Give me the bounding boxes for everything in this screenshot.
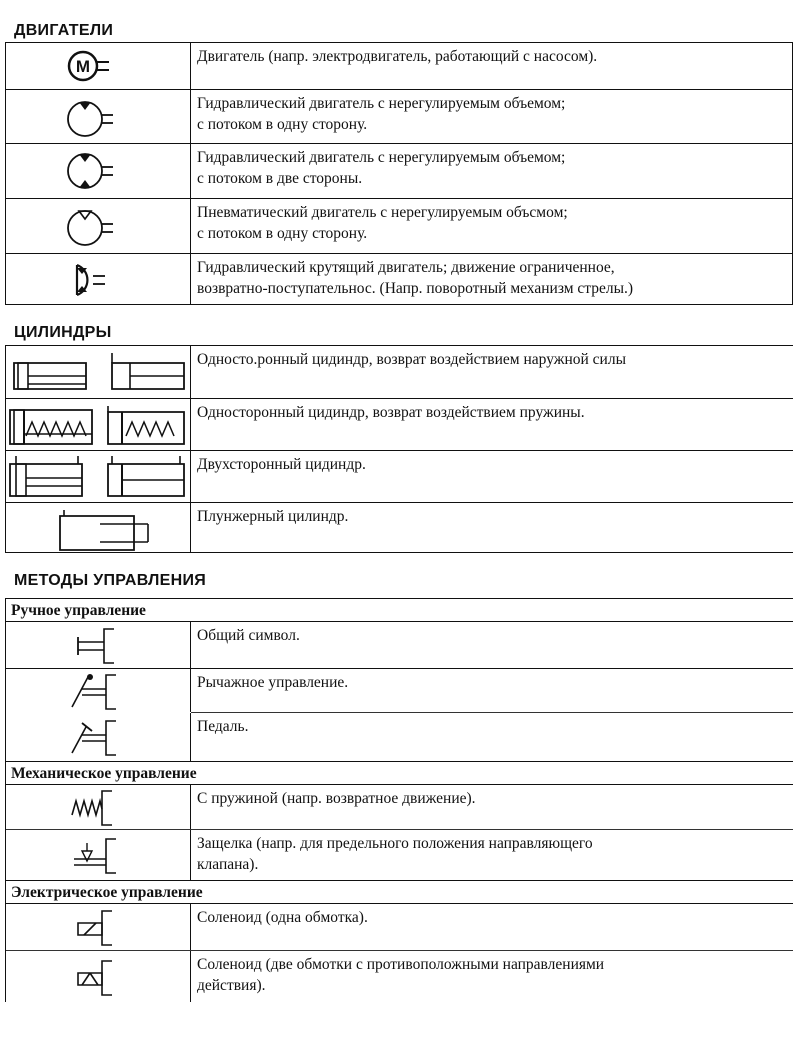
motors-heading: ДВИГАТЕЛИ [14, 22, 114, 39]
symbol-cell [6, 451, 191, 502]
motor-row [6, 143, 792, 198]
control-table [5, 598, 793, 1002]
symbol-cell [6, 830, 191, 880]
symbol-cell [6, 951, 191, 1002]
symbol-cell [6, 669, 191, 712]
control-description: Соленоид (две обмотки с противоположными направлениями действия). [197, 956, 605, 994]
lever-icon [68, 671, 128, 711]
solenoid-double-icon [68, 957, 128, 997]
motor-description: Гидравлический двигатель с нерегулируемым объемом; с потоком в одну сторону. [197, 95, 566, 133]
motors-table [5, 42, 793, 305]
pneumatic-motor-one-way-icon [63, 201, 133, 251]
control-row [6, 829, 793, 880]
control-description: С пружиной (напр. возвратное движение). [197, 790, 476, 807]
symbol-cell [6, 43, 191, 89]
symbol-cell [6, 622, 191, 668]
symbol-cell [6, 254, 191, 304]
symbol-cell [6, 785, 191, 829]
hydraulic-motor-two-way-icon [63, 146, 133, 196]
solenoid-single-icon [68, 907, 128, 947]
motor-row [6, 198, 792, 253]
symbol-cell [6, 904, 191, 950]
symbol-cell [6, 144, 191, 198]
control-row [6, 950, 793, 1002]
cylinder-row [6, 502, 793, 552]
cylinder-description: Двухсторонный цидиндр. [197, 456, 366, 473]
control-description: Рычажное управление. [197, 674, 349, 691]
group-label-mechanical: Механическое управление [6, 761, 793, 784]
single-acting-cylinder-icon [8, 349, 188, 393]
symbol-cell [6, 503, 191, 552]
control-row [6, 903, 793, 950]
motor-description: Гидравлический двигатель с нерегулируемым объемом; с потоком в две стороны. [197, 149, 566, 187]
control-heading: МЕТОДЫ УПРАВЛЕНИЯ [14, 572, 207, 589]
control-description: Общий символ. [197, 627, 300, 644]
control-description: Соленоид (одна обмотка). [197, 909, 368, 926]
electric-motor-icon [63, 46, 133, 86]
control-row [6, 668, 793, 712]
control-row [6, 784, 793, 829]
control-row [191, 712, 793, 761]
plunger-cylinder-icon [8, 506, 188, 552]
group-label-electrical: Электрическое управление [6, 880, 793, 903]
rotary-actuator-icon [63, 257, 133, 301]
cylinders-table [5, 345, 793, 553]
pedal-icon [68, 717, 128, 757]
control-description: Педаль. [197, 718, 249, 735]
symbol-cell [6, 346, 191, 398]
symbol-cell [6, 713, 191, 761]
symbol-cell [6, 199, 191, 253]
motor-letter: M [75, 57, 91, 76]
spring-return-cylinder-icon [8, 402, 188, 448]
hydraulic-motor-one-way-icon [63, 93, 133, 141]
cylinder-row [6, 346, 793, 398]
spring-icon [68, 787, 128, 827]
cylinder-row [6, 450, 793, 502]
cylinder-description: Односторонный цидиндр, возврат воздействием пружины. [197, 404, 585, 421]
cylinders-heading: ЦИЛИНДРЫ [14, 324, 112, 341]
control-description: Защелка (напр. для предельного положения направляющего клапана). [197, 835, 593, 873]
motor-description: Двигатель (напр. электродвигатель, работающий с насосом). [197, 48, 598, 65]
control-row [6, 621, 793, 668]
symbol-cell [6, 399, 191, 450]
symbol-cell [6, 90, 191, 143]
manual-general-icon [68, 625, 128, 665]
group-label-manual: Ручное управление [11, 602, 146, 619]
motor-row [6, 43, 792, 89]
cylinder-description: Односто.ронный цидиндр, возврат воздействием наружной силы [197, 351, 626, 368]
cylinder-row [6, 398, 793, 450]
double-acting-cylinder-icon [8, 454, 188, 500]
motor-description: Пневматический двигатель с нерегулируемым объсмом; с потоком в одну сторону. [197, 204, 568, 242]
motor-row [6, 89, 792, 143]
motor-description: Гидравлический крутящий двигатель; движение ограниченное, возвратно-поступательнос. (Напр. поворотный механизм стрелы.) [197, 259, 634, 297]
cylinder-description: Плунжерный цилиндр. [197, 508, 349, 525]
motor-row [6, 253, 792, 304]
detent-icon [68, 835, 128, 875]
